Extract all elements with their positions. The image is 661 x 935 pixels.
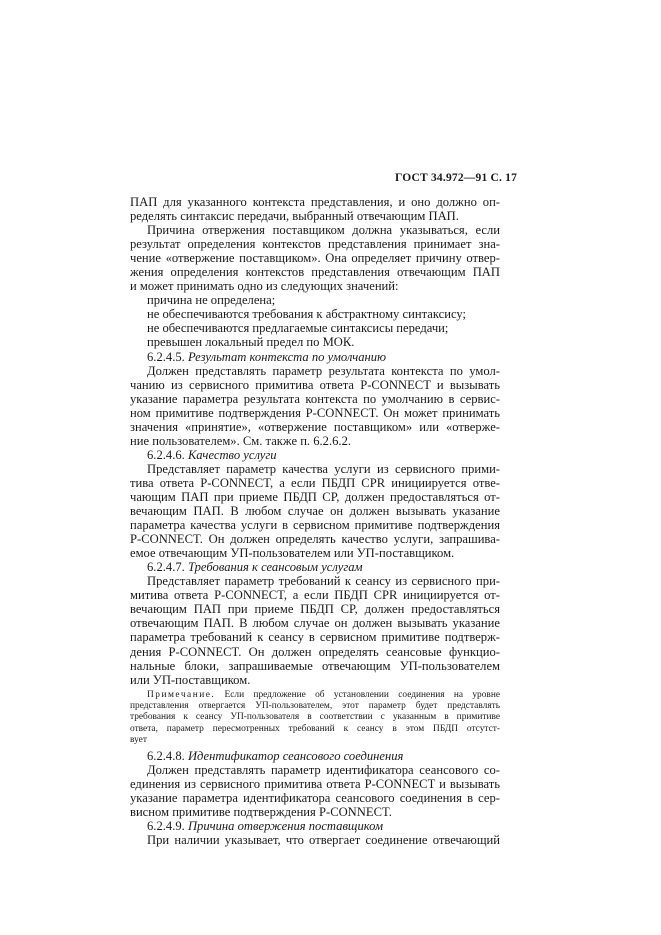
text-line: емое отвечающим УП-пользователем или УП-поставщиком. bbox=[130, 546, 455, 561]
section-number: 6.2.4.7. bbox=[147, 560, 185, 575]
text-line: значения «принятие», «отвержение поставщиком» или «отверже- bbox=[130, 419, 500, 434]
paragraph bbox=[130, 574, 500, 686]
text-line: вечающим ПАП при приеме ПБДП CP, должен предоставляться bbox=[130, 602, 500, 617]
note-text: Если предложение об установлении соединения на уровне bbox=[224, 689, 500, 700]
text-line: ном примитиве подтверждения P-CONNECT. Он может принимать bbox=[130, 405, 500, 420]
paragraph bbox=[130, 364, 500, 448]
section-number: 6.2.4.8. bbox=[147, 749, 185, 764]
text-line: Причина отвержения поставщиком должна указываться, если bbox=[147, 223, 500, 238]
section-title: Требования к сеансовым услугам bbox=[187, 560, 363, 575]
text-line: При наличии указывает, что отвергает соединение отвечающий bbox=[147, 833, 500, 848]
text-line: дения P-CONNECT. Он должен определять сеансовые функцио- bbox=[130, 644, 500, 659]
section-heading bbox=[130, 350, 500, 364]
note-line: ответа, параметр пересмотренных требований к сеансу в этом ПБДП отсутст- bbox=[130, 723, 500, 734]
paragraph bbox=[130, 763, 500, 819]
text-line: и может принимать одно из следующих значений: bbox=[130, 279, 399, 294]
text-line: указание параметра идентификатора сеансового соединения в сер- bbox=[130, 791, 500, 806]
text-line: отвечающим ПАП. В любом случае он должен вызывать указание bbox=[130, 616, 500, 631]
section-number: 6.2.4.5. bbox=[147, 349, 185, 364]
text-line: Должен представлять параметр идентификатора сеансового со- bbox=[147, 763, 500, 778]
text-line: ние пользователем». См. также п. 6.2.6.2. bbox=[130, 433, 352, 448]
section-heading bbox=[130, 749, 500, 763]
section-heading bbox=[130, 560, 500, 574]
text-line: указание параметра результата контекста по умолчанию в сервис- bbox=[130, 391, 500, 406]
note-line bbox=[130, 690, 500, 701]
note-line: требования к сеансу УП-пользователя в соответствии с указанным в примитиве bbox=[130, 712, 500, 723]
text-line: Должен представлять параметр результата контекста по умол- bbox=[147, 363, 500, 378]
note-line: представления отвергается УП-пользователем, этот параметр будет представлять bbox=[130, 700, 500, 711]
text-line: единения из сервисного примитива ответа P-CONNECT и вызывать bbox=[130, 777, 500, 792]
paragraph bbox=[130, 195, 500, 223]
text-line: жения определения контекстов представления отвечающим ПАП bbox=[130, 265, 500, 280]
section-number: 6.2.4.9. bbox=[147, 819, 185, 834]
text-line: нальные блоки, запрашиваемые отвечающим УП-пользователем bbox=[130, 658, 500, 673]
list-item: не обеспечиваются предлагаемые синтаксисы передачи; bbox=[147, 321, 449, 336]
text-line: висном примитиве подтверждения P-CONNECT. bbox=[130, 805, 392, 820]
text-line: параметра требований к сеансу в сервисном примитиве подтверж- bbox=[130, 630, 500, 645]
page-header: ГОСТ 34.972—91 С. 17 bbox=[395, 172, 518, 184]
paragraph bbox=[130, 462, 500, 560]
text-line: ПАП для указанного контекста представления, и оно должно оп- bbox=[130, 195, 500, 209]
text-line: ределять синтаксис передачи, выбранный отвечающим ПАП. bbox=[130, 209, 459, 224]
text-line: чение «отвержение поставщиком». Она определяет причину отвер- bbox=[130, 251, 500, 266]
section-title: Идентификатор сеансового соединения bbox=[187, 749, 404, 764]
note bbox=[130, 690, 500, 746]
document-body bbox=[130, 195, 500, 847]
section-heading bbox=[130, 448, 500, 462]
text-line: митива ответа P-CONNECT, а если ПБДП CPR инициируется от- bbox=[130, 588, 500, 603]
text-line: чанию из сервисного примитива ответа P-CONNECT и вызывать bbox=[130, 377, 500, 392]
text-line: или УП-поставщиком. bbox=[130, 672, 251, 687]
text-line: P-CONNECT. Он должен определять качество услуги, запрашива- bbox=[130, 532, 500, 547]
text-line: чающим ПАП при приеме ПБДП CP, должен предоставляться от- bbox=[130, 489, 500, 504]
list-item: причина не определена; bbox=[147, 293, 276, 308]
text-line: результат определения контекстов представления принимает зна- bbox=[130, 237, 500, 252]
paragraph bbox=[130, 833, 500, 847]
section-title: Причина отвержения поставщиком bbox=[187, 819, 384, 834]
text-line: вечающим ПАП. В любом случае он должен вызывать указание bbox=[130, 504, 500, 519]
value-list bbox=[130, 293, 500, 349]
paragraph bbox=[130, 223, 500, 293]
note-label: Примечание. bbox=[147, 689, 216, 700]
text-line: параметра качества услуги в сервисном примитиве подтверждения bbox=[130, 518, 500, 533]
text-line: Представляет параметр качества услуги из сервисного прими- bbox=[147, 461, 500, 476]
section-heading bbox=[130, 819, 500, 833]
text-line: Представляет параметр требований к сеансу из сервисного при- bbox=[147, 574, 500, 589]
list-item: превышен локальный предел по МОК. bbox=[147, 335, 355, 350]
list-item: не обеспечиваются требования к абстрактному синтаксису; bbox=[147, 307, 467, 322]
section-title: Результат контекста по умолчанию bbox=[187, 349, 386, 364]
section-title: Качество услуги bbox=[187, 447, 277, 462]
section-number: 6.2.4.6. bbox=[147, 447, 185, 462]
text-line: тива ответа P-CONNECT, а если ПБДП CPR инициируется отве- bbox=[130, 475, 500, 490]
note-line: вует bbox=[130, 734, 147, 745]
